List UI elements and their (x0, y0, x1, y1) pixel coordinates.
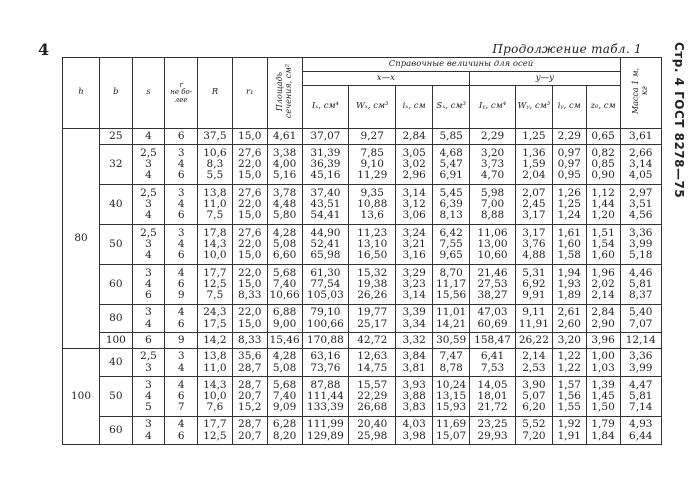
axis-x-header: x—x (302, 72, 470, 86)
cell-Ix: 111,99 129,89 (302, 417, 349, 445)
cell-Iy: 6,41 7,53 (470, 349, 516, 377)
cell-s: 2,5 3 (132, 349, 165, 377)
cell-Ix: 63,16 73,76 (302, 349, 349, 377)
cell-A: 15,46 (267, 333, 302, 349)
cell-A: 4,61 (267, 129, 302, 145)
cell-z0: 1,39 1,45 1,50 (586, 377, 620, 417)
cell-R: 13,8 11,0 (197, 349, 232, 377)
cell-iy: 1,94 1,93 1,89 (552, 265, 586, 305)
cell-Iy: 158,47 (470, 333, 516, 349)
col-Iy: Iᵧ, см⁴ (470, 86, 516, 129)
cell-ix: 2,84 (396, 129, 433, 145)
cell-Wy: 5,31 6,92 9,91 (515, 265, 552, 305)
cell-r1: 27,6 22,0 15,0 (232, 185, 267, 225)
cell-s: 3 4 6 (132, 265, 165, 305)
cell-Ix: 170,88 (302, 333, 349, 349)
cell-R: 37,5 (197, 129, 232, 145)
cell-m: 4,46 5,81 8,37 (620, 265, 662, 305)
cell-Iy: 23,25 29,93 (470, 417, 516, 445)
table-row (63, 265, 662, 305)
table-row (63, 305, 662, 333)
cell-A: 3,38 4,00 5,16 (267, 145, 302, 185)
cell-Iy: 2,29 (470, 129, 516, 145)
cell-r: 4 6 7 (165, 377, 198, 417)
cell-iy: 1,92 1,91 (552, 417, 586, 445)
cell-m: 5,40 7,07 (620, 305, 662, 333)
cell-Wx: 9,27 (349, 129, 396, 145)
cell-A: 4,28 5,08 6,60 (267, 225, 302, 265)
cell-r1: 22,0 15,0 8,33 (232, 265, 267, 305)
cell-r1: 15,0 (232, 129, 267, 145)
cell-R: 14,2 (197, 333, 232, 349)
cell-R: 13,8 11,0 7,5 (197, 185, 232, 225)
cell-Iy: 14,05 18,01 21,72 (470, 377, 516, 417)
col-Sx: Sₓ, см³ (433, 86, 470, 129)
cell-r: 3 4 6 (165, 225, 198, 265)
cell-Wx: 20,40 25,98 (349, 417, 396, 445)
cell-Ix: 37,40 43,51 54,41 (302, 185, 349, 225)
cell-Iy: 3,20 3,73 4,70 (470, 145, 516, 185)
standard-side-label (672, 42, 688, 362)
table-row (63, 349, 662, 377)
cell-Wx: 11,23 13,10 16,50 (349, 225, 396, 265)
cell-Sx: 30,59 (433, 333, 470, 349)
cell-Iy: 11,06 13,00 10,60 (470, 225, 516, 265)
cell-r1: 22,0 15,0 (232, 305, 267, 333)
col-area-text: Площадь сечения, см² (274, 64, 293, 119)
cell-Wy: 3,17 3,76 4,88 (515, 225, 552, 265)
cell-Ix: 79,10 100,66 (302, 305, 349, 333)
cell-r1: 27,6 22,0 15,0 (232, 225, 267, 265)
cell-Iy: 47,03 60,69 (470, 305, 516, 333)
cell-s: 2,5 3 4 (132, 185, 165, 225)
cell-Iy: 21,46 27,53 38,27 (470, 265, 516, 305)
col-r1: r₁ (232, 58, 267, 129)
col-Wy: Wᵧ, см³ (515, 86, 552, 129)
cell-m: 4,47 5,81 7,14 (620, 377, 662, 417)
table-body (63, 129, 662, 445)
cell-z0: 1,12 1,44 1,20 (586, 185, 620, 225)
cell-r: 3 4 (165, 349, 198, 377)
reference-values-header: Справочные величины для осей (302, 58, 620, 72)
cell-b: 100 (100, 333, 133, 349)
cell-Ix: 44,90 52,41 65,98 (302, 225, 349, 265)
cell-ix: 3,93 3,88 3,83 (396, 377, 433, 417)
cell-A: 5,68 7,40 10,66 (267, 265, 302, 305)
cell-Wy: 2,07 2,45 3,17 (515, 185, 552, 225)
col-s: s (132, 58, 165, 129)
cell-m: 2,97 3,51 4,56 (620, 185, 662, 225)
col-mass-text: Масса 1 м, кг (630, 68, 649, 115)
cell-r: 3 4 6 (165, 185, 198, 225)
col-mass (620, 58, 662, 129)
table-row (63, 185, 662, 225)
col-Wx: Wₓ, см³ (349, 86, 396, 129)
cell-r1: 27,6 22,0 15,0 (232, 145, 267, 185)
profile-properties-table (62, 57, 662, 445)
cell-s: 2,5 3 4 (132, 225, 165, 265)
cell-iy: 1,22 1,22 (552, 349, 586, 377)
height-group-cell: 100 (63, 349, 100, 445)
cell-R: 14,3 10,0 7,6 (197, 377, 232, 417)
cell-A: 5,68 7,40 9,09 (267, 377, 302, 417)
cell-Wy: 5,52 7,20 (515, 417, 552, 445)
cell-r: 6 (165, 129, 198, 145)
cell-Wy: 3,90 5,07 6,20 (515, 377, 552, 417)
standard-side-label-text: Стр. 4 ГОСТ 8278—75 (672, 42, 686, 199)
cell-Wx: 15,57 22,29 26,68 (349, 377, 396, 417)
cell-Sx: 4,68 5,47 6,91 (433, 145, 470, 185)
cell-s: 3 4 (132, 417, 165, 445)
cell-m: 2,66 3,14 4,05 (620, 145, 662, 185)
cell-Wx: 19,77 25,17 (349, 305, 396, 333)
cell-iy: 1,61 1,60 1,58 (552, 225, 586, 265)
cell-ix: 3,32 (396, 333, 433, 349)
cell-m: 3,36 3,99 5,18 (620, 225, 662, 265)
col-z0: z₀, см (586, 86, 620, 129)
cell-A: 4,28 5,08 (267, 349, 302, 377)
cell-Wy: 9,11 11,91 (515, 305, 552, 333)
cell-R: 10,6 8,3 5,5 (197, 145, 232, 185)
col-area (267, 58, 302, 129)
cell-Sx: 11,01 14,21 (433, 305, 470, 333)
cell-ix: 3,84 3,81 (396, 349, 433, 377)
height-group-cell: 80 (63, 129, 100, 349)
cell-z0: 1,96 2,02 2,14 (586, 265, 620, 305)
cell-Iy: 5,98 7,00 8,88 (470, 185, 516, 225)
cell-m: 3,36 3,99 (620, 349, 662, 377)
cell-iy: 2,29 (552, 129, 586, 145)
col-h: h (63, 58, 100, 129)
cell-Wx: 7,85 9,10 11,29 (349, 145, 396, 185)
cell-r: 3 4 6 (165, 145, 198, 185)
cell-r: 4 6 (165, 305, 198, 333)
cell-Wx: 9,35 10,88 13,6 (349, 185, 396, 225)
table-row (63, 225, 662, 265)
table-row (63, 377, 662, 417)
cell-r1: 35,6 28,7 (232, 349, 267, 377)
cell-b: 60 (100, 417, 133, 445)
cell-ix: 3,14 3,12 3,06 (396, 185, 433, 225)
cell-b: 40 (100, 185, 133, 225)
cell-s: 3 4 (132, 305, 165, 333)
table-row (63, 129, 662, 145)
cell-z0: 1,00 1,03 (586, 349, 620, 377)
cell-Wy: 2,14 2,53 (515, 349, 552, 377)
cell-m: 12,14 (620, 333, 662, 349)
table-continuation-heading: Продолжение табл. 1 (492, 42, 642, 56)
cell-b: 32 (100, 145, 133, 185)
cell-z0: 0,82 0,85 0,90 (586, 145, 620, 185)
cell-s: 4 (132, 129, 165, 145)
cell-r1: 28,7 20,7 (232, 417, 267, 445)
cell-s: 6 (132, 333, 165, 349)
cell-b: 50 (100, 377, 133, 417)
cell-Sx: 8,70 11,17 15,56 (433, 265, 470, 305)
cell-r: 4 6 (165, 417, 198, 445)
cell-b: 50 (100, 225, 133, 265)
cell-Wx: 15,32 19,38 26,26 (349, 265, 396, 305)
cell-z0: 0,65 (586, 129, 620, 145)
col-b: b (100, 58, 133, 129)
cell-Sx: 10,24 13,15 15,93 (433, 377, 470, 417)
cell-iy: 3,20 (552, 333, 586, 349)
cell-m: 4,93 6,44 (620, 417, 662, 445)
cell-s: 3 4 5 (132, 377, 165, 417)
cell-Sx: 11,69 15,07 (433, 417, 470, 445)
cell-r1: 28,7 20,7 15,2 (232, 377, 267, 417)
cell-R: 24,3 17,5 (197, 305, 232, 333)
cell-ix: 4,03 3,98 (396, 417, 433, 445)
cell-z0: 1,79 1,84 (586, 417, 620, 445)
page-number: 4 (38, 40, 50, 59)
cell-Ix: 31,39 36,39 45,16 (302, 145, 349, 185)
cell-Sx: 6,42 7,55 9,65 (433, 225, 470, 265)
cell-Wy: 26,22 (515, 333, 552, 349)
cell-Sx: 7,47 8,78 (433, 349, 470, 377)
cell-Sx: 5,85 (433, 129, 470, 145)
table-row (63, 417, 662, 445)
cell-Ix: 61,30 77,54 105,03 (302, 265, 349, 305)
cell-Ix: 87,88 111,44 133,39 (302, 377, 349, 417)
col-Ix: Iₓ, см⁴ (302, 86, 349, 129)
cell-b: 25 (100, 129, 133, 145)
cell-ix: 3,29 3,23 3,14 (396, 265, 433, 305)
cell-Wy: 1,36 1,59 2,04 (515, 145, 552, 185)
cell-b: 40 (100, 349, 133, 377)
cell-iy: 1,57 1,56 1,55 (552, 377, 586, 417)
axis-y-header: y—y (470, 72, 620, 86)
cell-Wy: 1,25 (515, 129, 552, 145)
cell-iy: 1,26 1,25 1,24 (552, 185, 586, 225)
cell-Wx: 12,63 14,75 (349, 349, 396, 377)
cell-ix: 3,39 3,34 (396, 305, 433, 333)
cell-ix: 3,24 3,21 3,16 (396, 225, 433, 265)
cell-s: 2,5 3 4 (132, 145, 165, 185)
cell-A: 6,28 8,20 (267, 417, 302, 445)
cell-b: 60 (100, 265, 133, 305)
col-iy: iᵧ, см (552, 86, 586, 129)
cell-A: 6,88 9,00 (267, 305, 302, 333)
cell-m: 3,61 (620, 129, 662, 145)
cell-r: 4 6 9 (165, 265, 198, 305)
cell-Wx: 42,72 (349, 333, 396, 349)
cell-Sx: 5,45 6,39 8,13 (433, 185, 470, 225)
cell-R: 17,8 14,3 10,0 (197, 225, 232, 265)
cell-Ix: 37,07 (302, 129, 349, 145)
cell-r1: 8,33 (232, 333, 267, 349)
cell-z0: 2,84 2,90 (586, 305, 620, 333)
cell-ix: 3,05 3,02 2,96 (396, 145, 433, 185)
cell-b: 80 (100, 305, 133, 333)
cell-iy: 2,61 2,60 (552, 305, 586, 333)
cell-R: 17,7 12,5 7,5 (197, 265, 232, 305)
table-row (63, 145, 662, 185)
cell-z0: 1,51 1,54 1,60 (586, 225, 620, 265)
cell-A: 3,78 4,48 5,80 (267, 185, 302, 225)
table-row (63, 333, 662, 349)
col-R: R (197, 58, 232, 129)
col-r: r не бо- лее (165, 58, 198, 129)
col-ix: iₓ, см (396, 86, 433, 129)
cell-R: 17,7 12,5 (197, 417, 232, 445)
cell-z0: 3,96 (586, 333, 620, 349)
cell-r: 9 (165, 333, 198, 349)
cell-iy: 0,97 0,97 0,95 (552, 145, 586, 185)
